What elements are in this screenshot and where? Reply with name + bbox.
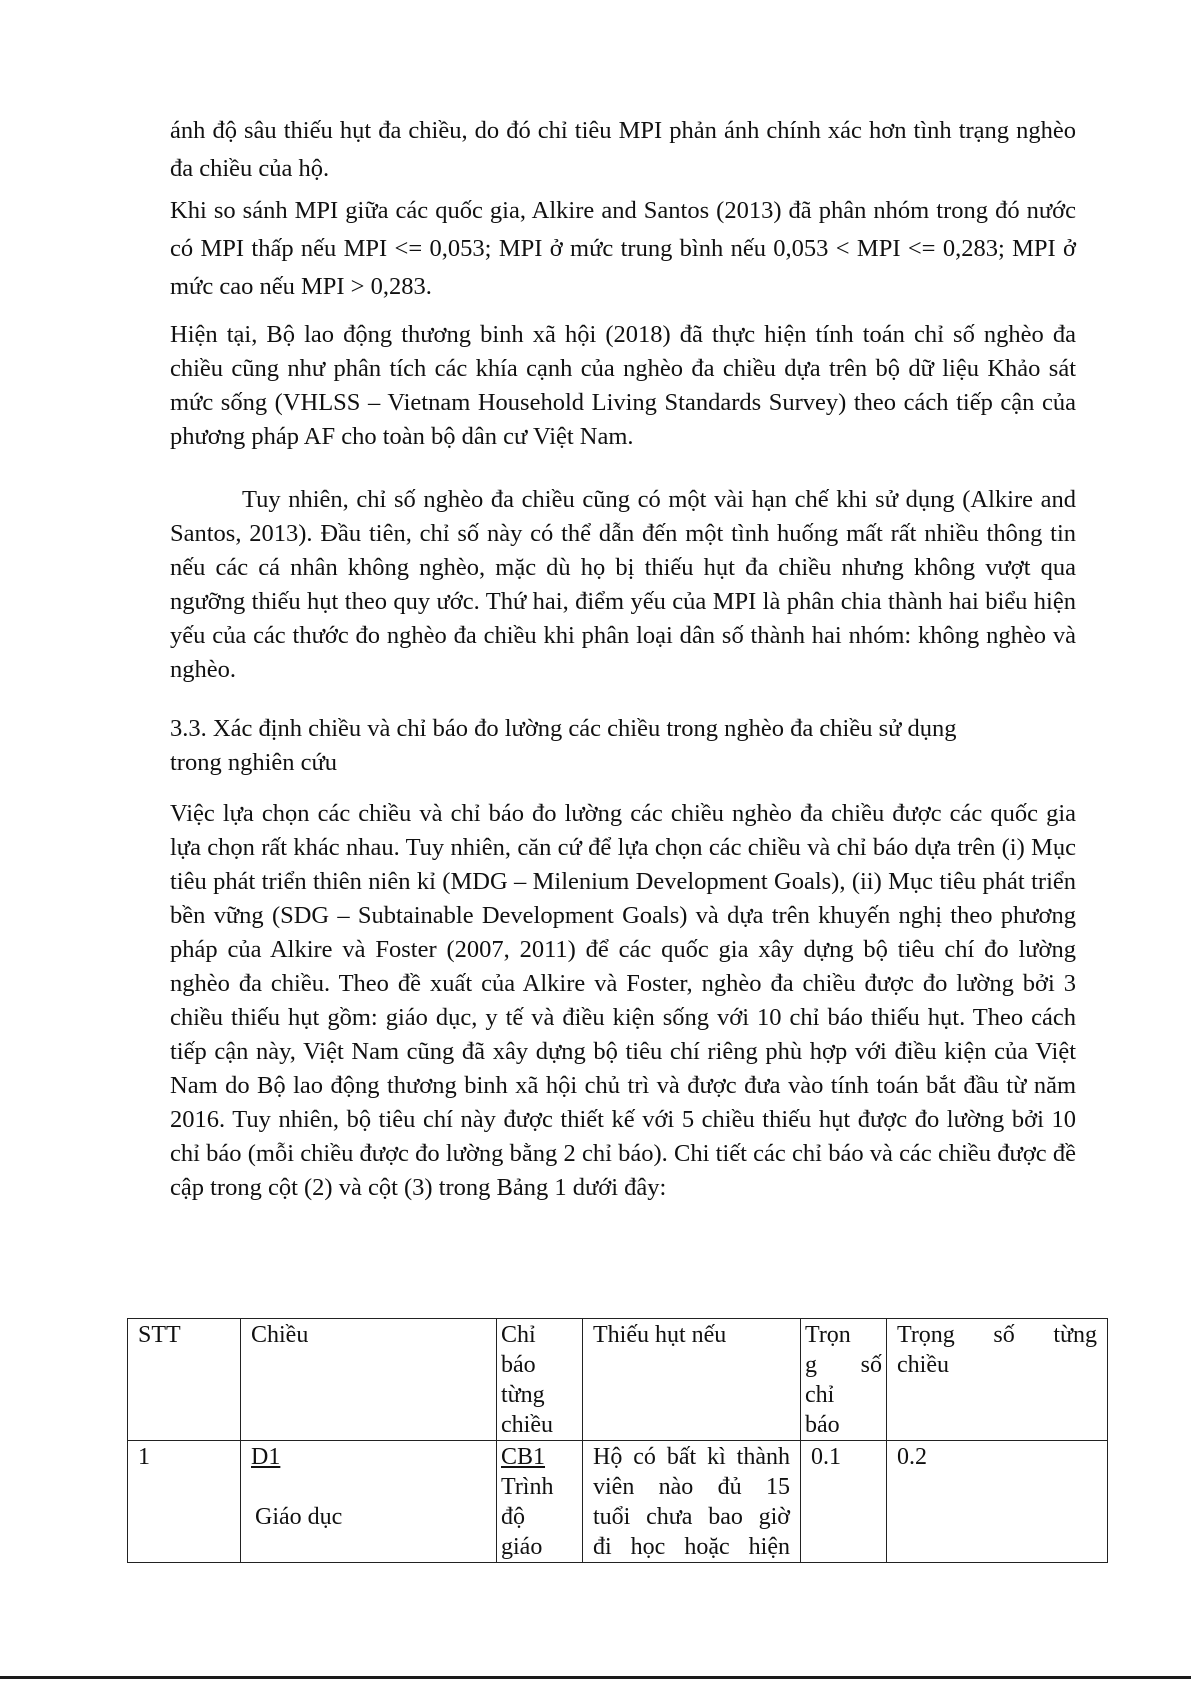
header-trong-so-chieu	[887, 1319, 1108, 1441]
header-weight-line: chỉ	[805, 1382, 835, 1408]
header-chi-bao-line: từng	[501, 1382, 545, 1408]
header-weight-line: Trọn	[805, 1322, 851, 1348]
cell-indicator-weight: 0.1	[801, 1441, 887, 1563]
indicator-line: độ	[501, 1504, 525, 1530]
section-heading-3-3: 3.3. Xác định chiều và chỉ báo đo lường các chiều trong nghèo đa chiều sử dụng trong nghiên cứu	[170, 715, 957, 776]
cell-stt: 1	[128, 1441, 241, 1563]
header-chi-bao	[497, 1319, 583, 1441]
page-bottom-rule	[0, 1676, 1191, 1679]
paragraph-mpi-accuracy: ánh độ sâu thiếu hụt đa chiều, do đó chỉ tiêu MPI phản ánh chính xác hơn tình trạng nghèo đa chiều của hộ.	[170, 117, 1076, 182]
indicator-code: CB1	[501, 1444, 546, 1470]
indicator-table	[127, 1318, 1108, 1563]
deficit-line: tuổi chưa bao giờ	[593, 1504, 790, 1530]
header-chi-bao-line: Chỉ	[501, 1322, 536, 1348]
header-trong-so-chi-bao	[801, 1319, 887, 1441]
header-chieu: Chiều	[241, 1319, 497, 1441]
paragraph-dimension-selection: Việc lựa chọn các chiều và chỉ báo đo lường các chiều nghèo đa chiều được các quốc gia lựa chọn rất khác nhau. Tuy nhiên, căn cứ để lựa chọn các chiều và chỉ báo dựa trên (i) Mục tiêu phát triển thiên niên kỉ (MDG – Milenium Development Goals), (ii) Mục tiêu phát triển bền vững (SDG – Subtainable Development Goals) và dựa trên khuyến nghị theo phương pháp của Alkire và Foster (2007, 2011) để các quốc gia xây dựng bộ tiêu chí đo lường nghèo đa chiều. Theo đề xuất của Alkire và Foster, nghèo đa chiều được đo lường bởi 3 chiều thiếu hụt gồm: giáo dục, y tế và điều kiện sống với 10 chỉ báo thiếu hụt. Theo cách tiếp cận này, Việt Nam cũng đã xây dựng bộ tiêu chí riêng phù hợp với điều kiện của Việt Nam do Bộ lao động thương binh xã hội chủ trì và được đưa vào tính toán bắt đầu từ năm 2016. Tuy nhiên, bộ tiêu chí này được thiết kế với 5 chiều thiếu hụt được đo lường bởi 10 chỉ báo (mỗi chiều được đo lường bằng 2 chỉ báo). Chi tiết các chỉ báo và các chiều được đề cập trong cột (2) và cột (3) trong Bảng 1 dưới đây:	[170, 800, 1076, 1201]
cell-dimension	[241, 1441, 497, 1563]
table-row	[128, 1441, 1108, 1563]
cell-deficit	[583, 1441, 801, 1563]
header-weight-line: báo	[805, 1412, 840, 1438]
header-weight-line: g số	[805, 1352, 882, 1378]
deficit-line: Hộ có bất kì thành	[593, 1444, 790, 1470]
header-thieu-hut: Thiếu hụt nếu	[583, 1319, 801, 1441]
cell-dimension-weight: 0.2	[887, 1441, 1108, 1563]
header-chi-bao-line: chiều	[501, 1412, 553, 1438]
dimension-code: D1	[251, 1444, 281, 1470]
header-stt: STT	[128, 1319, 241, 1441]
dimension-name: Giáo dục	[255, 1504, 343, 1530]
paragraph-mpi-limitations: Tuy nhiên, chỉ số nghèo đa chiều cũng có một vài hạn chế khi sử dụng (Alkire and Santos, 2013). Đầu tiên, chỉ số này có thể dẫn đến một tình huống mất rất nhiều thông tin nếu các cá nhân không nghèo, mặc dù họ bị thiếu hụt đa chiều nhưng không vượt qua ngưỡng thiếu hụt theo quy ước. Thứ hai, điểm yếu của MPI là phân chia thành hai biểu hiện yếu của các thước đo nghèo đa chiều khi phân loại dân số thành hai nhóm: không nghèo và nghèo.	[170, 486, 1076, 683]
paragraph-molisa-calculation: Hiện tại, Bộ lao động thương binh xã hội (2018) đã thực hiện tính toán chỉ số nghèo đa chiều cũng như phân tích các khía cạnh của nghèo đa chiều dựa trên bộ dữ liệu Khảo sát mức sống (VHLSS – Vietnam Household Living Standards Survey) theo cách tiếp cận của phương pháp AF cho toàn bộ dân cư Việt Nam.	[170, 321, 1076, 450]
header-chi-bao-line: báo	[501, 1352, 536, 1378]
cell-indicator	[497, 1441, 583, 1563]
header-dim-weight-line: Trọng số từng	[897, 1322, 1097, 1348]
indicator-line: giáo	[501, 1534, 543, 1560]
deficit-line: đi học hoặc hiện	[593, 1534, 790, 1560]
deficit-line: viên nào đủ 15	[593, 1474, 790, 1500]
paragraph-mpi-comparison: Khi so sánh MPI giữa các quốc gia, Alkire and Santos (2013) đã phân nhóm trong đó nước có MPI thấp nếu MPI <= 0,053; MPI ở mức trung bình nếu 0,053 < MPI <= 0,283; MPI ở mức cao nếu MPI > 0,283.	[170, 197, 1076, 300]
table-header-row	[128, 1319, 1108, 1441]
indicator-line: Trình	[501, 1474, 554, 1500]
header-dim-weight-line: chiều	[897, 1352, 949, 1378]
